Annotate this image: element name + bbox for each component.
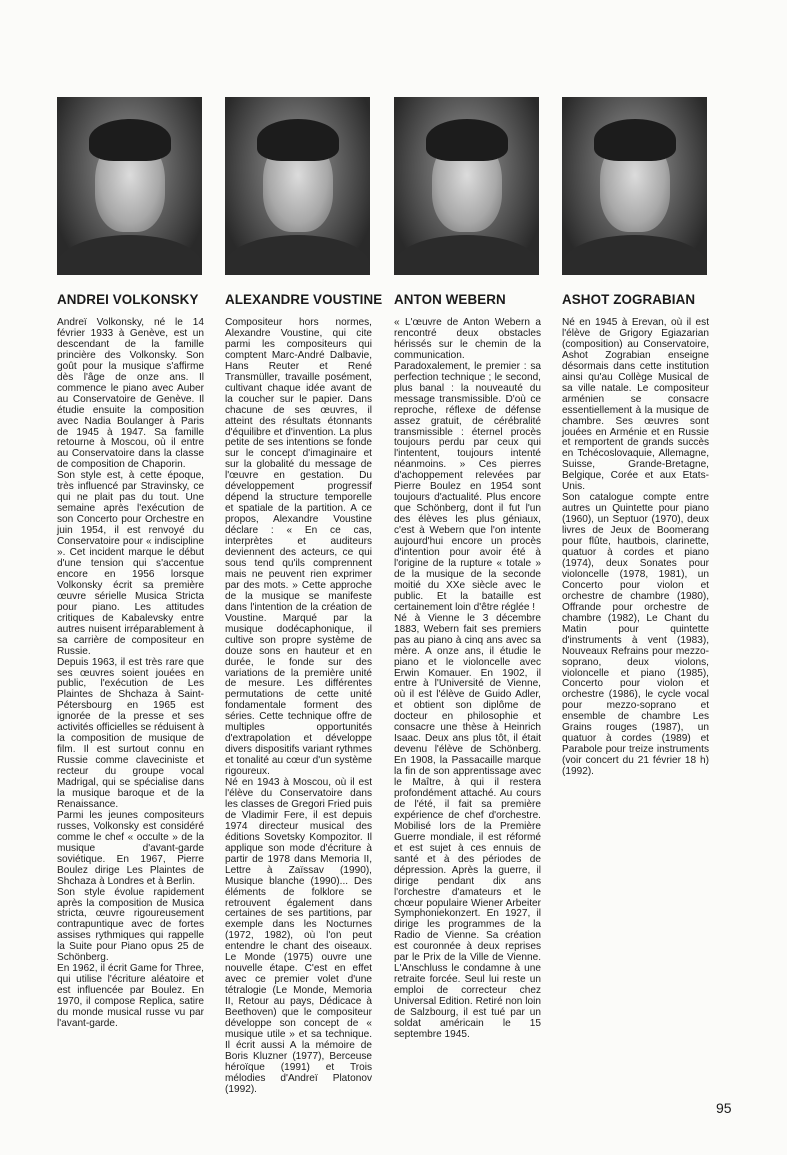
photo-body-shape xyxy=(394,235,539,275)
composer-bio: Né en 1945 à Erevan, où il est l'élève de Grigory Egiazarian (composition) au Conservatoire, Ashot Zograbian enseigne désormais dans cette institution ainsi qu'au Collège Musical de sa ville natale. Le compositeur arménien se consacre essentiellement à la musique de chambre. Ses œuvres sont jouées en Arménie et en Russie et remportent de grands succès en Tchécoslovaquie, Allemagne, Suisse, Grande-Bretagne, Belgique, Corée et aux Etats-Unis. Son catalogue compte entre autres un Quintette pour piano (1960), un Septuor (1970), deux livres de Jeux de Boomerang pour flûte, hautbois, clarinette, quatuor à cordes et piano (1974), deux Sonates pour violoncelle (1978, 1981), un Concerto pour violon et orchestre de chambre (1980), Offrande pour orchestre de chambre (1982), Le Chant du Matin pour quintette d'instruments à vent (1983), Nouveaux Refrains pour mezzo-soprano, deux violons, violoncelle et piano (1985), Concerto pour violon et orchestre (1986), le cycle vocal pour mezzo-soprano et ensemble de chambre Les Grains rouges (1987), un quatuor à cordes (1989) et Parabole pour treize instruments (voir concert du 21 février 18 h) (1992). xyxy=(562,317,709,778)
photo-hair-shape xyxy=(426,119,508,161)
composer-bio: « L'œuvre de Anton Webern a rencontré deux obstacles hérissés sur le chemin de la communication. Paradoxalement, le premier : sa perfection technique ; le second, plus banal : la nouveauté du message transmissible. D'où ce reproche, réflexe de défense assez gratuit, de cérébralité transmissible : éternel procès toujours perdu par ceux qui l'intentent, toujours intenté néanmoins. » Ces pierres d'achoppement relevées par Pierre Boulez en 1954 sont toujours d'actualité. Plus encore que Schönberg, dont il fut l'un des élèves les plus géniaux, c'est à Webern que l'on intente aujourd'hui encore un procès d'intention pour avoir été à l'origine de la rupture « totale » de la musique de la seconde moitié du XXe siècle avec le public. Et la bataille est certainement loin d'être réglée ! Né à Vienne le 3 décembre 1883, Webern fait ses premiers pas au piano à cinq ans avec sa mère. A onze ans, il étudie le piano et le violoncelle avec Erwin Komauer. En 1902, il entre à l'Université de Vienne, où il est l'élève de Guido Adler, et obtient son diplôme de docteur en philosophie et consacre une thèse à Heinrich Isaac. Deux ans plus tôt, il était devenu l'élève de Schönberg. En 1908, la Passacaille marque la fin de son apprentissage avec le Maître, à qui il restera profondément attaché. Au cours de l'été, il fait sa première expérience de chef d'orchestre. Mobilisé lors de la Première Guerre mondiale, il est réformé et est sujet à ces ennuis de santé et à des périodes de dépression. Après la guerre, il dirige pendant dix ans l'orchestre d'amateurs et le chœur populaire Wiener Arbeiter Symphoniekonzert. En 1927, il dirige les programmes de la Radio de Vienne. Sa création est couronnée à deux reprises par le Prix de la Ville de Vienne. L'Anschluss le condamne à une retraite forcée. Seul lui reste un emploi de correcteur chez Universal Edition. Retiré non loin de Salzbourg, il est tué par un soldat américain le 15 septembre 1945. xyxy=(394,317,541,1040)
photo-hair-shape xyxy=(89,119,171,161)
page-number: 95 xyxy=(716,1100,732,1116)
composer-bio: Compositeur hors normes, Alexandre Voustine, qui cite parmi les compositeurs qui comptent Marc-André Dalbavie, Hans Reuter et René Transmüller, travaille posément, cultivant chaque idée avant de la coucher sur le papier. Dans chacune de ses œuvres, il atteint des résultats étonnants d'équilibre et d'invention. La plus petite de ses intentions se fonde sur le concept d'imaginaire et sur la globalité du message de l'œuvre en gestation. Du développement progressif dépend la structure temporelle et spatiale de la partition. A ce propos, Alexandre Voustine déclare : « En ce cas, interprètes et auditeurs deviennent des acteurs, ce qui sous tend qu'ils comprennent mais ne peuvent rien exprimer par des mots. » Cette approche de la musique se manifeste dans l'intention de la création de Voustine. Marqué par la musique dodécaphonique, il cultive son propre système de douze sons en hauteur et en durée, le fonde sur des variations de la première unité de mesure. Les différentes permutations de cette unité fondamentale forment des séries. Cette technique offre de multiples opportunités d'extrapolation et développe divers dispositifs variant rythmes et tonalité au cœur d'un système rigoureux. Né en 1943 à Moscou, où il est l'élève du Conservatoire dans les classes de Gregori Fried puis de Vladimir Fere, il est depuis 1974 directeur musical des éditions Sovetsky Kompozitor. Il applique son mode d'écriture à partir de 1978 dans Memoria II, Lettre à Zaïssav (1990), Musique blanche (1990)... Des éléments de folklore se retrouvent également dans certaines de ses partitions, par exemple dans les Nocturnes (1972, 1982), où l'on peut entendre le chant des oiseaux. Le Monde (1975) ouvre une nouvelle étape. C'est en effet avec ce premier volet d'une tétralogie (Le Monde, Memoria II, Retour au pays, Dédicace à Beethoven) que le compositeur développe son concept de « musique utile » et sa technique. Il écrit aussi A la mémoire de Boris Kluzner (1977), Berceuse héroïque (1991) et Trois mélodies d'Andreï Platonov (1992). xyxy=(225,317,372,1095)
composer-bio: Andreï Volkonsky, né le 14 février 1933 à Genève, est un descendant de la famille princière des Volkonsky. Son goût pour la musique s'affirme dès l'âge de onze ans. Il commence le piano avec Auber au Conservatoire de Genève. Il étudie ensuite la composition avec Nadia Boulanger à Paris de 1945 à 1947. Sa famille retourne à Moscou, où il entre au Conservatoire dans la classe de composition de Chaporin. Son style est, à cette époque, très influencé par Stravinsky, ce qui ne plait pas du tout. Une semaine après l'exécution de son Concerto pour Orchestre en juin 1954, il est renvoyé du Conservatoire pour « indiscipline ». Cet incident marque le début d'une tension qui s'accentue encore en 1956 lorsque Volkonsky écrit sa première œuvre sérielle Musica Stricta pour piano. Les attitudes critiques de Kabalevsky entre autres nuisent irréparablement à sa carrière de compositeur en Russie. Depuis 1963, il est très rare que ses œuvres soient jouées en public, l'exécution de Les Plaintes de Shchaza à Saint-Pétersbourg en 1965 est ignorée de la presse et ses activités officielles se réduisent à la composition de musique de film. Il est surtout connu en Russie comme claveciniste et recteur du groupe vocal Madrigal, qui se spécialise dans la musique baroque et de la Renaissance. Parmi les jeunes compositeurs russes, Volkonsky est considéré comme le chef « occulte » de la musique d'avant-garde soviétique. En 1967, Pierre Boulez dirige Les Plaintes de Shchaza à Londres et à Berlin. Son style évolue rapidement après la composition de Musica stricta, œuvre rigoureusement contrapuntique avec de fortes assises rythmiques qui rappelle la Suite pour Piano opus 25 de Schönberg. En 1962, il écrit Game for Three, qui utilise l'écriture aléatoire et est influencée par Boulez. En 1970, il compose Replica, satire du monde musical russe vu par l'avant-garde. xyxy=(57,317,204,1029)
photo-body-shape xyxy=(225,235,370,275)
composer-name: ANTON WEBERN xyxy=(394,292,506,307)
photo-hair-shape xyxy=(594,119,676,161)
composer-photo xyxy=(225,97,370,275)
composer-photo xyxy=(394,97,539,275)
composer-photo xyxy=(57,97,202,275)
composer-name: ANDREI VOLKONSKY xyxy=(57,292,199,307)
photo-body-shape xyxy=(57,235,202,275)
composer-name: ASHOT ZOGRABIAN xyxy=(562,292,696,307)
composer-name: ALEXANDRE VOUSTINE xyxy=(225,292,383,307)
photo-hair-shape xyxy=(257,119,339,161)
composer-photo xyxy=(562,97,707,275)
photo-body-shape xyxy=(562,235,707,275)
